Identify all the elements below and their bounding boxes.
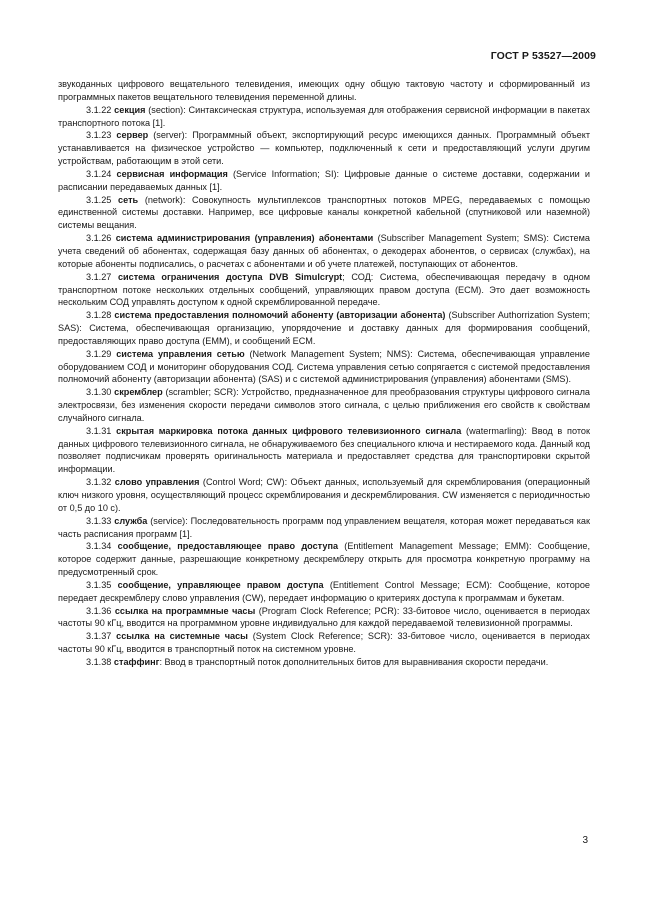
entry-term: скремблер bbox=[114, 387, 163, 398]
entry-number: 3.1.36 bbox=[86, 605, 112, 616]
definition-entry bbox=[58, 605, 590, 631]
definition-entry bbox=[58, 104, 590, 130]
definition-entry bbox=[58, 168, 590, 194]
entry-definition: (Subscriber Authorrization System; SAS): Система, обеспечивающая организацию, упорядочение и доставку данных для формирования сообщений, предоставляющих право доступа (EMM), и сообщений ECM. bbox=[58, 310, 590, 346]
entry-definition: (Entitlement Management Message; EMM): Сообщение, которое содержит данные, разрешающие конкретному дескремблеру открыть для просмотра конкретную программу на предусмотренный срок. bbox=[58, 541, 590, 578]
entry-number: 3.1.35 bbox=[86, 579, 112, 590]
definition-entry bbox=[58, 515, 590, 541]
entry-number: 3.1.29 bbox=[86, 348, 112, 359]
continued-paragraph: звукоданных цифрового вещательного телевидения, имеющих одну общую тактовую частоту и сформированный из программных пакетов вещательного телевидения переменной длины. bbox=[58, 79, 590, 102]
entry-definition: (service): Последовательность программ под управлением вещателя, которая может передаваться как часть расписания программ [1]. bbox=[58, 515, 590, 539]
entry-number: 3.1.23 bbox=[86, 130, 112, 141]
page-number: 3 bbox=[582, 835, 588, 846]
definition-entry bbox=[58, 630, 590, 656]
entry-number: 3.1.22 bbox=[86, 104, 112, 115]
entry-number: 3.1.24 bbox=[86, 168, 112, 179]
entry-definition: (scrambler; SCR): Устройство, предназначенное для преобразования структуры цифрового сигнала электросвязи, без изменения скорости передачи символов этого сигнала, с целью приближения его свойств к свойствам случайного сигнала. bbox=[58, 387, 590, 423]
entry-term: скрытая маркировка потока данных цифрового телевизионного сигнала bbox=[116, 425, 462, 436]
entry-term: сообщение, предоставляющее право доступа bbox=[117, 541, 339, 552]
entry-definition: (Network Management System; NMS): Система, обеспечивающая управление оборудованием СОД и мониторинг оборудования СОД. Система управления сетью сопрягается с системой предоставления полномочий абоненту (авторизации абонента) (SAS) и с системой администрирования (управления) абонентами (SMS). bbox=[58, 348, 590, 385]
entry-term: стаффинг bbox=[113, 656, 160, 667]
entry-definition: (network): Совокупность мультиплексов транспортных потоков MPEG, передаваемых с помощью единственной системы доставки. Например, все цифровые каналы конкретной кабельной (спутниковой или наземной) системы вещания. bbox=[58, 194, 590, 231]
entry-term: секция bbox=[114, 104, 146, 115]
entry-definition: (Entitlement Control Message; ECM): Сообщение, которое передает дескремблеру слово управления (CW), передает информацию о критериях доступа к программам и букетам. bbox=[58, 579, 590, 603]
definition-entry bbox=[58, 309, 590, 348]
definition-entry bbox=[58, 476, 590, 515]
entry-number: 3.1.38 bbox=[86, 656, 112, 667]
entry-term: сервер bbox=[116, 130, 149, 141]
entry-term: ссылка на программные часы bbox=[114, 605, 256, 616]
definition-entry bbox=[58, 540, 590, 579]
entry-number: 3.1.26 bbox=[86, 233, 112, 244]
entry-number: 3.1.27 bbox=[86, 271, 112, 282]
entry-definition: (watermarling): Ввод в поток данных цифрового телевизионного сигнала, не обнаруживаемого без специального ключа и нестираемого кода. Данный код позволяет подписчикам проверять оригинальность материала и предоставляет средства для транспортировки скрытой информации. bbox=[58, 425, 590, 475]
definition-entry bbox=[58, 232, 590, 271]
entry-number: 3.1.33 bbox=[86, 515, 112, 526]
entry-term: сервисная информация bbox=[116, 168, 228, 179]
entry-term: ссылка на системные часы bbox=[116, 631, 248, 642]
entry-term: система администрирования (управления) абонентами bbox=[115, 233, 374, 244]
entry-number: 3.1.37 bbox=[86, 631, 112, 642]
entry-definition: ; СОД: Система, обеспечивающая передачу в одном транспортном потоке нескольких отдельных сообщений, управляющих правом доступа (ECM). Это дает возможность нескольким СОД управлять доступом к одной скремблированной передаче. bbox=[58, 271, 590, 308]
definition-entry bbox=[58, 656, 590, 669]
entry-number: 3.1.30 bbox=[86, 387, 112, 398]
entry-definition: (Program Clock Reference; PCR): 33-битовое число, оценивается в периодах частоты 90 кГц, вводится на программном уровне индивидуально для каждой передаваемой телевизионной программы. bbox=[58, 605, 590, 629]
entry-definition: (Subscriber Management System; SMS): Система учета сведений об абонентах, содержащая базу данных об абонентах, о декодерах абонентов, о сервисах (службах), на которые абоненты подписались, о расчетах с абонентами и об учете платежей, поступающих от абонентов. bbox=[58, 233, 590, 269]
definition-entry bbox=[58, 386, 590, 425]
definition-entry bbox=[58, 271, 590, 310]
definition-entry bbox=[58, 579, 590, 605]
entry-definition: (System Clock Reference; SCR): 33-битовое число, оценивается в периодах частоты 90 кГц, вводится в транспортный поток на системном уровне. bbox=[58, 631, 590, 655]
entry-number: 3.1.25 bbox=[86, 194, 112, 205]
definition-entry bbox=[58, 348, 590, 387]
entry-number: 3.1.34 bbox=[86, 541, 112, 552]
entry-term: система управления сетью bbox=[116, 348, 245, 359]
entry-term: система предоставления полномочий абоненту (авторизации абонента) bbox=[114, 310, 446, 321]
entry-term: сообщение, управляющее правом доступа bbox=[117, 579, 324, 590]
entry-term: слово управления bbox=[114, 477, 200, 488]
definition-entry bbox=[58, 194, 590, 233]
definition-entry bbox=[58, 129, 590, 168]
entry-number: 3.1.31 bbox=[86, 425, 112, 436]
standard-header: ГОСТ Р 53527—2009 bbox=[490, 50, 596, 62]
entry-number: 3.1.32 bbox=[86, 477, 112, 488]
entry-definition: : Ввод в транспортный поток дополнительных битов для выравнивания скорости передачи. bbox=[159, 656, 549, 667]
entry-term: система ограничения доступа DVB Simulcrypt bbox=[117, 271, 343, 282]
entry-definition: (server): Программный объект, экспортирующий ресурс имеющихся данных. Программный объект устанавливается на физическое устройство — компьютер, подключенный к сети и предоставляющий услуги другим устройствам, работающим в этой сети. bbox=[58, 130, 590, 167]
entry-definition: (section): Синтаксическая структура, используемая для отображения сервисной информации в пакетах транспортного потока [1]. bbox=[58, 104, 590, 128]
document-body bbox=[58, 78, 590, 669]
definitions-list bbox=[58, 104, 590, 669]
entry-term: сеть bbox=[118, 194, 139, 205]
entry-term: служба bbox=[114, 515, 148, 526]
entry-definition: (Service Information; SI): Цифровые данные о системе доставки, содержании и расписании передаваемых данных [1]. bbox=[58, 168, 590, 192]
entry-definition: (Control Word; CW): Объект данных, используемый для скремблирования (операционный ключ низкого уровня, осуществляющий процесс скремблирования и дескремблирования. CW изменяется с периодичностью от 0,5 до 10 с). bbox=[58, 477, 590, 513]
definition-entry bbox=[58, 425, 590, 476]
entry-number: 3.1.28 bbox=[86, 310, 112, 321]
